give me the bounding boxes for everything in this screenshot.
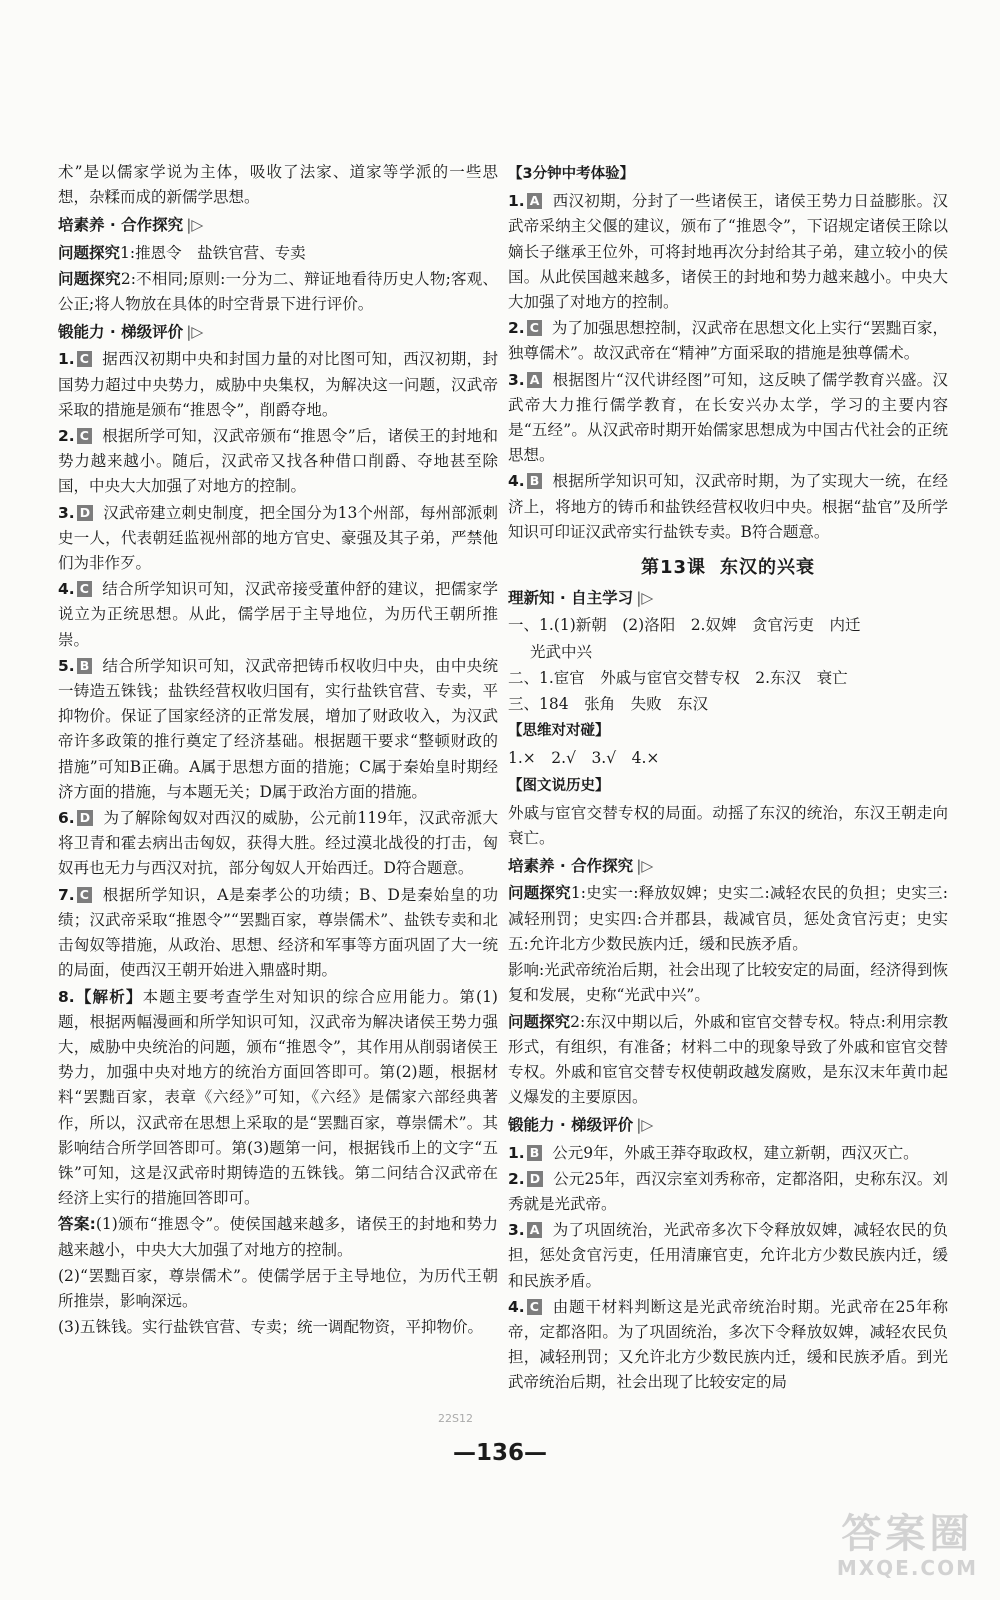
answer-8-part-3: (3)五铢钱。实行盐铁官营、专卖；统一调配物资，平抑物价。 bbox=[58, 1318, 483, 1337]
answer-badge: B bbox=[77, 658, 93, 674]
answer-badge: C bbox=[77, 581, 92, 597]
lesson-title: 第13课 东汉的兴衰 bbox=[640, 557, 816, 579]
picture-history-header: 【图文说历史】 bbox=[508, 777, 610, 794]
answer-badge: A bbox=[527, 1222, 543, 1238]
answer-badge: D bbox=[77, 505, 93, 521]
answer-badge: B bbox=[527, 473, 543, 489]
answer-item: 1. C 据西汉初期中央和封国力量的对比图可知，西汉初期，封国势力超过中央势力，威胁中央集权，为解决这一问题，汉武帝采取的措施是颁布“推恩令”，削爵夺地。 bbox=[58, 350, 498, 419]
page-number: —136— bbox=[452, 1440, 547, 1466]
explore-1: 问题探究1:史实一:释放奴婢；史实二:减轻农民的负担；史实三:减轻刑罚；史实四:合并郡县，裁减官员，惩处贪官污吏；史实五:允许北方少数民族内迁，缓和民族矛盾。 bbox=[508, 884, 948, 953]
exam-item: 3. A 根据图片“汉代讲经图”可知，这反映了儒学教育兴盛。汉武帝大力推行儒学教育，在长安兴办太学，学习的主要内容是“五经”。从汉武帝时期开始儒家思想成为中国古代社会的正统思想。 bbox=[508, 370, 948, 465]
new-knowledge-1: 一、1.(1)新朝 (2)洛阳 2.奴婢 贪官污吏 内迁 bbox=[508, 616, 861, 635]
new-knowledge-3: 三、184 张角 失败 东汉 bbox=[508, 695, 709, 714]
answer-badge: C bbox=[527, 320, 542, 336]
answer-badge: A bbox=[527, 372, 543, 388]
answer-item: 2. D 公元25年，西汉宗室刘秀称帝，定都洛阳，史称东汉。刘秀就是光武帝。 bbox=[508, 1169, 948, 1213]
answer-badge: C bbox=[77, 887, 92, 903]
answer-item: 3. A 为了巩固统治，光武帝多次下令释放奴婢，减轻农民的负担，惩处贪官污吏，任用清廉官吏，允许北方少数民族内迁，缓和民族矛盾。 bbox=[508, 1221, 948, 1290]
answer-badge: C bbox=[77, 428, 92, 444]
explore-2: 问题探究2:不相同;原则:一分为二、辩证地看待历史人物;客观、公正;将人物放在具体的时空背景下进行评价。 bbox=[58, 269, 498, 314]
answer-item: 6. D 为了解除匈奴对西汉的威胁，公元前119年，汉武帝派大将卫青和霍去病出击匈奴，获得大胜。经过漠北战役的打击，匈奴再也无力与西汉对抗，部分匈奴人开始西迁。D符合题意。 bbox=[58, 809, 498, 878]
exam-experience-header: 【3分钟中考体验】 bbox=[508, 166, 635, 182]
exam-item: 1. A 西汉初期，分封了一些诸侯王，诸侯王势力日益膨胀。汉武帝采纳主父偃的建议，颁布了“推恩令”，下诏规定诸侯王除以嫡长子继承王位外，可将封地再次分封给其子弟，建立较小的侯国。从此侯国越来越多，诸侯王的封地和势力越来越小。中央大大加强了对地方的控制。 bbox=[508, 192, 948, 312]
section-heading-ability: 锻能力 · 梯级评价 |▷ bbox=[58, 323, 204, 342]
left-column bbox=[58, 160, 498, 1341]
answer-item: 5. B 结合所学知识可知，汉武帝把铸币权收归中央，由中央统一铸造五铢钱；盐铁经营权收归国有，实行盐铁官营、专卖，平抑物价。保证了国家经济的正常发展，增加了财政收入，为汉武帝许多政策的推行奠定了经济基础。根据题干要求“整顿财政的措施”可知B正确。A属于思想方面的措施；C属于秦始皇时期经济方面的措施，与本题无关；D属于政治方面的措施。 bbox=[58, 656, 498, 801]
picture-history-text: 外戚与宦官交替专权的局面。动摇了东汉的统治，东汉王朝走向衰亡。 bbox=[508, 803, 948, 848]
think-header: 【思维对对碰】 bbox=[508, 723, 610, 740]
answer-8-part-1: 答案:(1)颁布“推恩令”。使侯国越来越多，诸侯王的封地和势力越来越小，中央大大加强了对地方的控制。 bbox=[58, 1215, 498, 1259]
answer-item: 1. B 公元9年，外戚王莽夺取政权，建立新朝，西汉灭亡。 bbox=[508, 1143, 919, 1162]
explore-2: 问题探究2:东汉中期以后，外戚和宦官交替专权。特点:利用宗教形式，有组织，有准备；材料二中的现象导致了外戚和宦官交替专权。外戚和宦官交替专权使朝政越发腐败，是东汉末年黄巾起义爆发的主要原因。 bbox=[508, 1012, 948, 1107]
answer-8-part-2: (2)“罢黜百家，尊崇儒术”。使儒学居于主导地位，为历代王朝所推崇，影响深远。 bbox=[58, 1266, 498, 1310]
section-heading-new-knowledge: 理新知 · 自主学习 |▷ bbox=[508, 589, 654, 608]
new-knowledge-2: 二、1.宦官 外戚与宦官交替专权 2.东汉 衰亡 bbox=[508, 668, 848, 687]
right-column bbox=[508, 160, 948, 1397]
explore-1-impact: 影响:光武帝统治后期，社会出现了比较安定的局面，经济得到恢复和发展，史称“光武中兴”。 bbox=[508, 961, 948, 1005]
think-answers: 1.× 2.√ 3.√ 4.× bbox=[508, 749, 660, 768]
section-heading-ability: 锻能力 · 梯级评价 |▷ bbox=[508, 1116, 654, 1135]
answer-badge: C bbox=[77, 351, 92, 367]
intro-paragraph: 术”是以儒家学说为主体，吸收了法家、道家等学派的一些思想，杂糅而成的新儒学思想。 bbox=[58, 163, 498, 207]
answer-badge: C bbox=[527, 1299, 542, 1315]
section-heading-cooperate: 培素养 · 合作探究 |▷ bbox=[508, 857, 654, 876]
watermark-logo: 答案圈 MXQE.COM bbox=[836, 1511, 978, 1580]
new-knowledge-1-cont: 光武中兴 bbox=[530, 642, 593, 661]
exam-item: 2. C 为了加强思想控制，汉武帝在思想文化上实行“罢黜百家，独尊儒术”。故汉武帝在“精神”方面采取的措施是独尊儒术。 bbox=[508, 319, 948, 363]
answer-badge: D bbox=[77, 810, 93, 826]
answer-item: 3. D 汉武帝建立刺史制度，把全国分为13个州部，每州部派刺史一人，代表朝廷监视州部的地方官史、豪强及其子弟，严禁他们为非作歹。 bbox=[58, 503, 498, 573]
answer-badge: A bbox=[527, 193, 543, 209]
answer-badge: B bbox=[527, 1145, 543, 1161]
section-heading-cooperate: 培素养 · 合作探究 |▷ bbox=[58, 216, 204, 235]
answer-item-8: 8.【解析】本题主要考查学生对知识的综合应用能力。第(1)题，根据两幅漫画和所学知识可知，汉武帝为解决诸侯王势力强大，威胁中央统治的问题，颁布“推恩令”，其作用从削弱诸侯王势力，加强中央对地方的统治方面回答即可。第(2)题，根据材料“罢黜百家，表章《六经》”可知，《六经》是儒家六部经典著作，所以，汉武帝在思想上采取的是“罢黜百家，尊崇儒术”。其影响结合所学回答即可。第(3)题第一问，根据钱币上的文字“五铢”可知，这是汉武帝时期铸造的五铢钱。第二问结合汉武帝在经济上实行的措施回答即可。 bbox=[58, 987, 498, 1208]
answer-item: 4. C 由题干材料判断这是光武帝统治时期。光武帝在25年称帝，定都洛阳。为了巩固统治，多次下令释放奴婢，减轻农民负担，减轻刑罚；又允许北方少数民族内迁，缓和民族矛盾。到光武帝统治后期，社会出现了比较安定的局 bbox=[508, 1297, 948, 1392]
answer-item: 2. C 根据所学可知，汉武帝颁布“推恩令”后，诸侯王的封地和势力越来越小。随后，汉武帝又找各种借口削爵、夺地甚至除国，中央大大加强了对地方的控制。 bbox=[58, 427, 498, 496]
print-code: 22S12 bbox=[438, 1412, 473, 1425]
answer-item: 4. C 结合所学知识可知，汉武帝接受董仲舒的建议，把儒家学说立为正统思想。从此，儒学居于主导地位，为历代王朝所推崇。 bbox=[58, 580, 498, 649]
explore-1: 问题探究1:推恩令 盐铁官营、专卖 bbox=[58, 243, 306, 262]
answer-item: 7. C 根据所学知识，A是秦孝公的功绩；B、D是秦始皇的功绩；汉武帝采取“推恩令”“罢黜百家，尊崇儒术”、盐铁专卖和北击匈奴等措施，从政治、思想、经济和军事等方面巩固了大一统的局面，使西汉王朝开始进入鼎盛时期。 bbox=[58, 885, 498, 980]
answer-badge: D bbox=[527, 1171, 543, 1187]
exam-item: 4. B 根据所学知识可知，汉武帝时期，为了实现大一统，在经济上，将地方的铸币和盐铁经营权收归中央。根据“盐官”及所学知识可印证汉武帝实行盐铁专卖。B符合题意。 bbox=[508, 472, 948, 541]
